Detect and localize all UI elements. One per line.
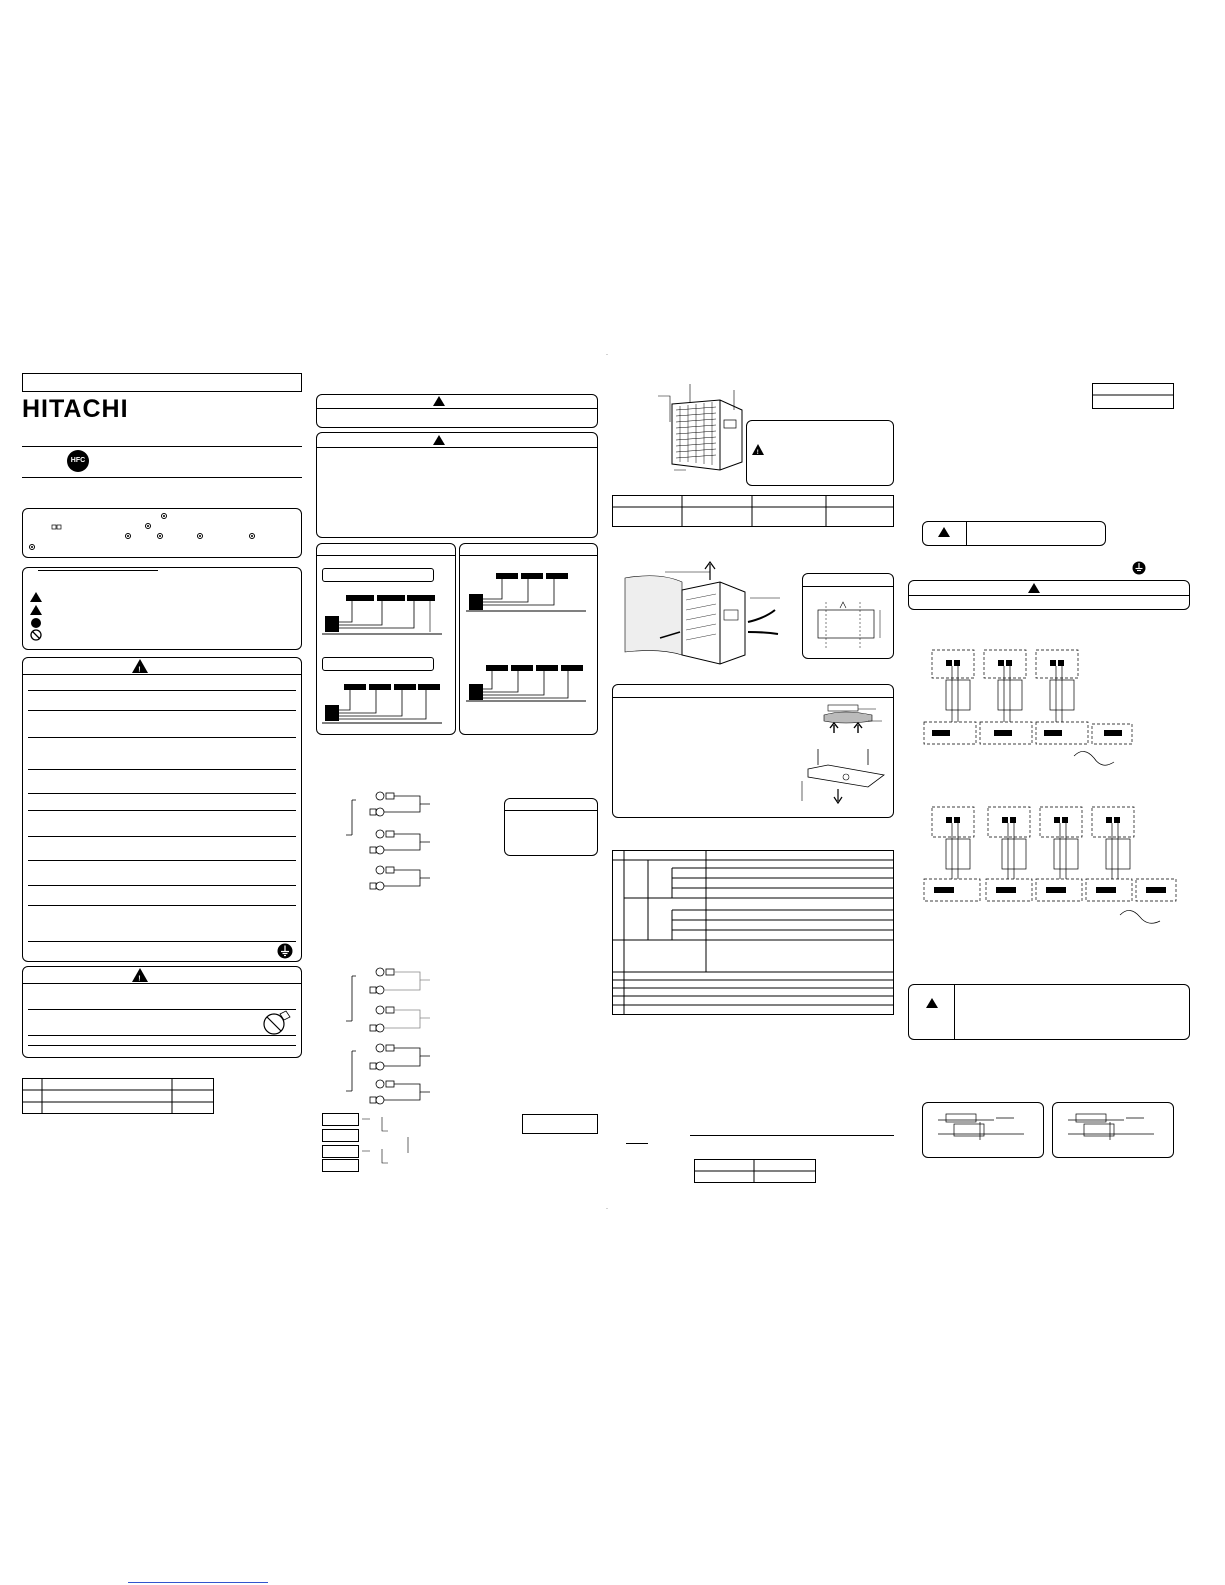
registration-mark: · xyxy=(606,352,608,358)
pipe-connector-diagram-2 xyxy=(340,966,440,1106)
svg-text:!: ! xyxy=(138,666,141,674)
caution-note-box xyxy=(746,420,894,486)
intro-marks xyxy=(22,508,302,558)
warning-triangle-icon xyxy=(433,435,445,445)
foundation-dimensions-diagram xyxy=(808,600,888,650)
warning-rule xyxy=(28,710,296,711)
warning-rule xyxy=(28,836,296,837)
rule xyxy=(626,1143,648,1144)
registration-mark: · xyxy=(606,1206,608,1212)
ground-symbol-icon xyxy=(1132,561,1146,575)
drain-cap-diagram xyxy=(820,703,890,733)
rule xyxy=(908,595,1190,596)
warning-triangle-icon xyxy=(132,968,148,982)
rule xyxy=(966,521,967,546)
warning-triangle-icon xyxy=(433,396,445,406)
layout-caption-1 xyxy=(322,568,434,582)
rule xyxy=(316,555,456,556)
wiring-notes-box xyxy=(908,984,1190,1040)
header-reference-box xyxy=(1092,383,1174,409)
rule xyxy=(504,810,598,811)
warning-rule xyxy=(28,690,296,691)
rule xyxy=(316,408,598,409)
warning-rule xyxy=(28,905,296,906)
legend-icons xyxy=(30,592,50,652)
airflow-clearance-illustration xyxy=(620,560,795,670)
footer-link-underline[interactable] xyxy=(128,1582,268,1583)
warning-triangle-icon xyxy=(1028,583,1040,593)
hitachi-logo: HITACHI xyxy=(22,395,129,423)
warning-triangle-icon xyxy=(938,527,950,537)
terminal-detail-diagram-left xyxy=(934,1110,1034,1150)
warning-rule xyxy=(28,737,296,738)
warning-rule xyxy=(28,769,296,770)
warning-triangle-icon xyxy=(926,998,938,1008)
rule xyxy=(690,1135,894,1136)
rule xyxy=(954,984,955,1040)
hfc-badge: HFC xyxy=(67,450,89,472)
model-title-box xyxy=(22,373,302,392)
note-box-column2 xyxy=(504,798,598,856)
rule xyxy=(459,555,598,556)
outdoor-unit-illustration xyxy=(650,382,750,477)
small-bottom-table xyxy=(694,1159,816,1183)
wiring-diagram-4-units xyxy=(924,803,1184,933)
install-diagram-3-units xyxy=(322,594,442,644)
rule xyxy=(612,697,894,698)
warning-triangle-icon xyxy=(132,659,148,673)
svg-text:!: ! xyxy=(138,975,141,983)
header-rule xyxy=(22,446,302,447)
install-diagram-3-units-b xyxy=(466,572,586,622)
symbols-legend-box xyxy=(22,567,302,650)
no-touch-icon xyxy=(262,1010,292,1036)
svg-text:!: ! xyxy=(756,450,759,456)
warning-rule xyxy=(28,793,296,794)
warning-rule xyxy=(22,674,302,675)
warning-rule xyxy=(28,810,296,811)
warning-rule xyxy=(28,941,296,942)
wiring-diagram-3-units xyxy=(924,646,1154,776)
caution-rule xyxy=(28,1035,296,1036)
install-diagram-4-units-b xyxy=(466,664,586,714)
drain-base-diagram xyxy=(798,745,888,815)
pipe-connector-diagram-1 xyxy=(340,790,440,900)
reference-box xyxy=(522,1114,598,1134)
warning-rule xyxy=(28,885,296,886)
ground-symbol-icon xyxy=(277,943,293,959)
warning-rule xyxy=(28,860,296,861)
rule xyxy=(802,586,894,587)
legend-title-rule xyxy=(38,570,158,571)
warning-triangle-icon xyxy=(752,444,764,455)
model-spec-table xyxy=(612,495,894,527)
model-label-boxes xyxy=(322,1113,402,1173)
column2-warning-box xyxy=(316,394,598,428)
caution-rule xyxy=(22,983,302,984)
spec-table-small xyxy=(22,1078,214,1114)
terminal-detail-diagram-right xyxy=(1064,1110,1164,1150)
layout-caption-2 xyxy=(322,657,434,671)
parts-table xyxy=(612,850,894,1015)
caution-rule xyxy=(28,1009,296,1010)
rule xyxy=(316,447,598,448)
install-diagram-4-units xyxy=(322,683,442,733)
header-rule-2 xyxy=(22,477,302,478)
caution-rule xyxy=(28,1045,296,1046)
